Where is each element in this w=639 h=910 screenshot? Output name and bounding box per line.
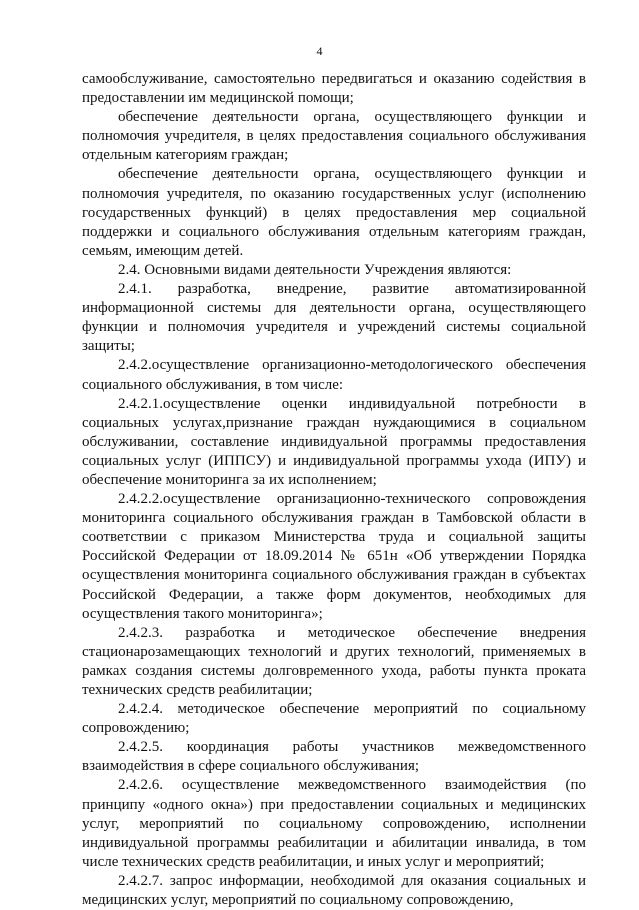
paragraph: 2.4.2.осуществление организационно-методологического обеспечения социального обслуживания, в том числе: bbox=[82, 357, 586, 393]
page-number: 4 bbox=[316, 44, 323, 58]
paragraph: 2.4. Основными видами деятельности Учреждения являются: bbox=[118, 261, 512, 278]
paragraph: обеспечение деятельности органа, осуществляющего функции и полномочия учредителя, по оказанию государственных услуг (исполнению государственных функций) в целях предоставления мер социальной поддержки и социального обслуживания отдельным категориям граждан, семьям, имеющим детей. bbox=[82, 166, 586, 259]
paragraph: обеспечение деятельности органа, осуществляющего функции и полномочия учредителя, в целях предоставления социального обслуживания отдельным категориям граждан; bbox=[82, 109, 586, 164]
paragraph: 2.4.2.2.осуществление организационно-технического сопровождения мониторинга социального обслуживания граждан в Тамбовской области в соответствии с приказом Министерства труда и социальной защиты Российской Федерации от 18.09.2014 № 651н «Об утверждении Порядка осуществления мониторинга социального обслуживания граждан в субъектах Российской Федерации, а также форм документов, необходимых для осуществления такого мониторинга»; bbox=[82, 491, 586, 622]
paragraph: 2.4.2.4. методическое обеспечение мероприятий по социальному сопровождению; bbox=[82, 701, 586, 737]
document-body bbox=[82, 70, 586, 910]
paragraph: самообслуживание, самостоятельно передвигаться и оказанию содействия в предоставлении им медицинской помощи; bbox=[82, 71, 586, 107]
paragraph: 2.4.2.6. осуществление межведомственного взаимодействия (по принципу «одного окна») при предоставлении социальных и медицинских услуг, мероприятий по социальному сопровождению, исполнении индивидуальной программы реабилитации и абилитации инвалида, в том числе технических средств реабилитации, и иных услуг и мероприятий; bbox=[82, 777, 586, 870]
paragraph: 2.4.2.3. разработка и методическое обеспечение внедрения стационарозамещающих технологий и других технологий, применяемых в рамках создания системы долговременного ухода, работы пункта проката технических средств реабилитации; bbox=[82, 624, 586, 698]
paragraph: 2.4.2.5. координация работы участников межведомственного взаимодействия в сфере социального обслуживания; bbox=[82, 739, 586, 775]
paragraph: 2.4.2.1.осуществление оценки индивидуальной потребности в социальных услугах,признание граждан нуждающимися в социальном обслуживании, составление индивидуальной программы предоставления социальных услуг (ИППСУ) и индивидуальной программы ухода (ИПУ) и обеспечение мониторинга за их исполнением; bbox=[82, 395, 586, 488]
paragraph: 2.4.2.7. запрос информации, необходимой для оказания социальных и медицинских услуг, мероприятий по социальному сопровождению, bbox=[82, 872, 586, 909]
paragraph: 2.4.1. разработка, внедрение, развитие автоматизированной информационной системы для деятельности органа, осуществляющего функции и полномочия учредителя и учреждений системы социальной защиты; bbox=[82, 281, 586, 355]
